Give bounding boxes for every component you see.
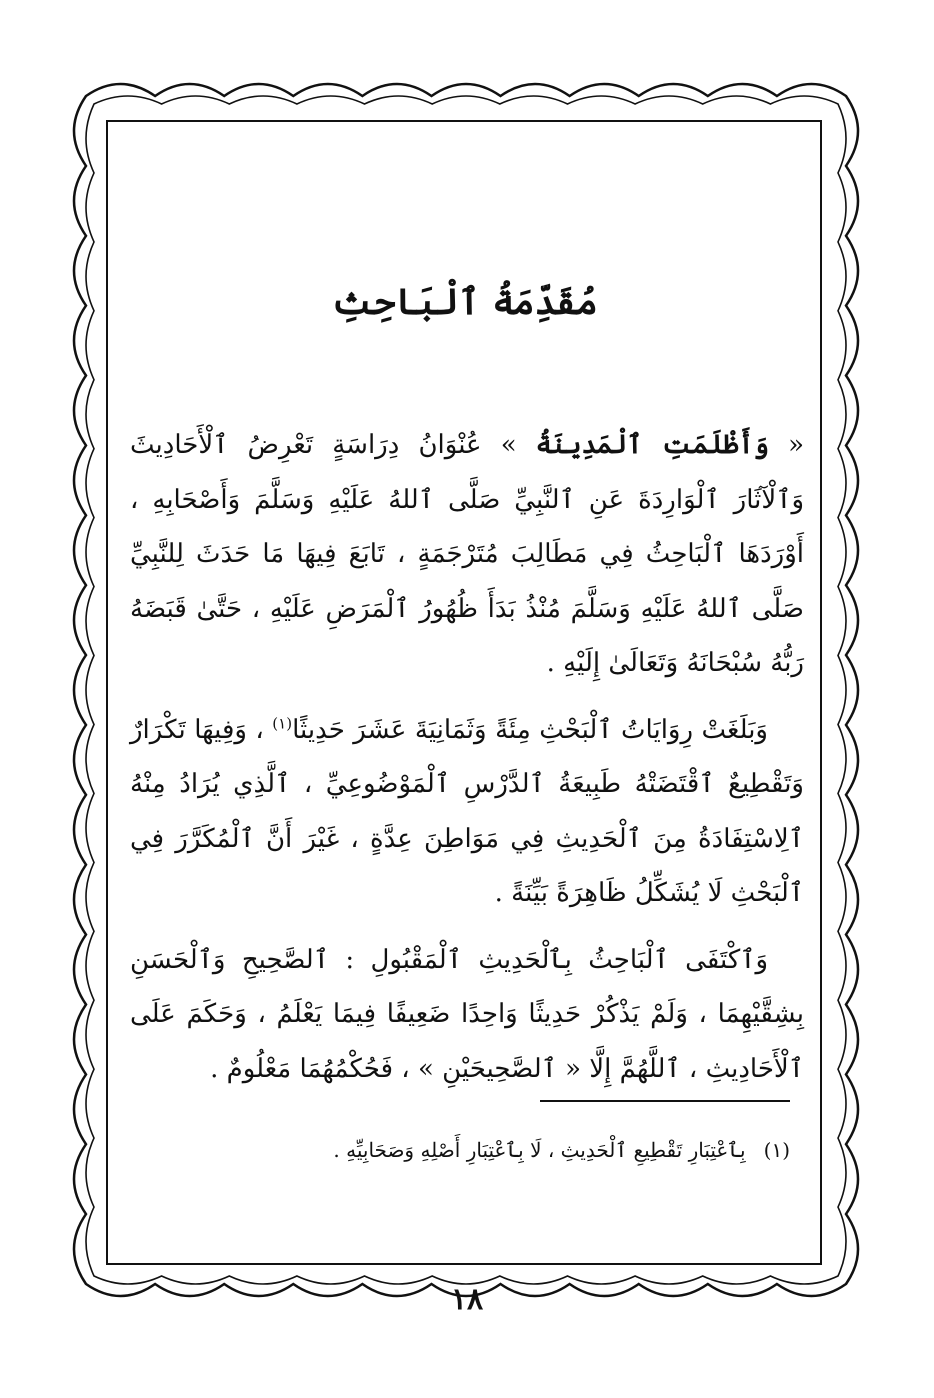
paragraph-1-text: عُنْوَانُ دِرَاسَةٍ تَعْرِضُ ٱلْأَحَادِيثَ وَٱلْآثَارَ ٱلْوَارِدَةَ عَنِ ٱلنَّبِيِّ صَلَّى ٱللهُ عَلَيْهِ وَسَلَّمَ وَأَصْحَابِهِ ، أَوْرَدَهَا ٱلْبَاحِثُ فِي مَطَالِبَ مُتَرْجَمَةٍ ، تَابَعَ فِيهَا مَا حَدَثَ لِلنَّبِيِّ صَلَّى ٱللهُ عَلَيْهِ وَسَلَّمَ مُنْذُ بَدَأَ ظُهُورُ ٱلْمَرَضِ عَلَيْهِ ، حَتَّىٰ قَبَضَهُ رَبُّهُ سُبْحَانَهُ وَتَعَالَىٰ إِلَيْهِ . (130, 430, 804, 678)
footnote-marker[interactable]: (١) (272, 713, 293, 732)
paragraph-1 (130, 418, 804, 691)
quote-open: « (768, 430, 805, 460)
body-text (130, 418, 804, 1108)
footnote (300, 1130, 790, 1170)
quote-close: » (481, 430, 536, 460)
page-title: مُقَدِّمَةُ ٱلْبَاحِثِ (332, 281, 598, 323)
footnote-number: (١) (763, 1138, 790, 1162)
footnote-separator (540, 1100, 790, 1102)
paragraph-2-text-b: ، وَفِيهَا تَكْرَارٌ وَتَقْطِيعٌ ٱقْتَضَتْهُ طَبِيعَةُ ٱلدَّرْسِ ٱلْمَوْضُوعِيِّ ، ٱلَّذِي يُرَادُ مِنْهُ ٱلِاسْتِفَادَةُ مِنَ ٱلْحَدِيثِ فِي مَوَاطِنَ عِدَّةٍ ، غَيْرَ أَنَّ ٱلْمُكَرَّرَ فِي ٱلْبَحْثِ لَا يُشَكِّلُ ظَاهِرَةً بَيِّنَةً . (130, 714, 804, 908)
paragraph-2 (130, 703, 804, 921)
page-number: ١٨ (450, 1282, 484, 1317)
paragraph-2-text-a: وَبَلَغَتْ رِوَايَاتُ ٱلْبَحْثِ مِئَةً وَثَمَانِيَةَ عَشَرَ حَدِيثًا (292, 714, 768, 745)
paragraph-3: وَٱكْتَفَى ٱلْبَاحِثُ بِٱلْحَدِيثِ ٱلْمَقْبُولِ : ٱلصَّحِيحِ وَٱلْحَسَنِ بِشِقَّيْهِمَا ، وَلَمْ يَذْكُرْ حَدِيثًا وَاحِدًا ضَعِيفًا فِيمَا يَعْلَمُ ، وَحَكَمَ عَلَى ٱلْأَحَادِيثِ ، ٱللَّهُمَّ إِلَّا « ٱلصَّحِيحَيْنِ » ، فَحُكْمُهُمَا مَعْلُومٌ . (130, 944, 804, 1084)
footnote-text: بِٱعْتِبَارِ تَقْطِيعِ ٱلْحَدِيثِ ، لَا بِٱعْتِبَارِ أَصْلِهِ وَصَحَابِيِّهِ . (333, 1138, 746, 1162)
book-title-quote: وَأَظْلَمَتِ ٱلْمَدِينَةُ (535, 430, 769, 460)
